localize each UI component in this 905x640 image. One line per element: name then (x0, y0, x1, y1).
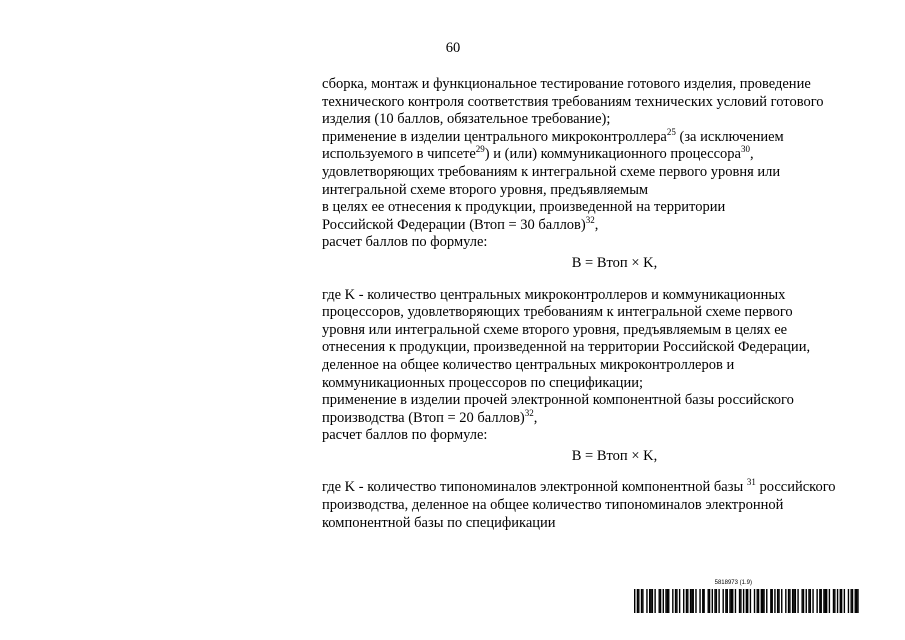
text-segment: производства, деленное на общее количество типономиналов электронной (322, 497, 784, 514)
barcode-bar (708, 589, 709, 613)
barcode-bar (855, 589, 856, 613)
barcode-bar (679, 589, 680, 613)
text-line (322, 164, 867, 182)
barcode-bar (646, 589, 647, 613)
barcode-bar (637, 589, 638, 613)
barcode-bar (857, 589, 858, 613)
barcode-bar (686, 589, 687, 613)
barcode-bar (650, 589, 651, 613)
barcode-bar (709, 589, 710, 613)
barcode-bar (690, 589, 691, 613)
text-line (322, 146, 867, 164)
text-line (322, 214, 867, 235)
barcode-bar (754, 589, 755, 613)
footnote-ref: 32 (524, 407, 534, 418)
barcode-bar (641, 589, 642, 613)
barcode-bar (743, 589, 744, 613)
barcode-bar (837, 589, 838, 613)
barcode-bar (676, 589, 677, 613)
barcode-block (634, 580, 860, 613)
barcode-bar (763, 589, 764, 613)
barcode-bar (812, 589, 813, 613)
text-segment: (за исключением (675, 128, 784, 145)
text-line (322, 94, 867, 112)
barcode-bar (785, 589, 786, 613)
barcode-bar (703, 589, 704, 613)
text-segment: уровня или интегральной схеме второго уровня, предъявляемым в целях ее (322, 321, 788, 338)
barcode-bar (718, 589, 719, 613)
text-segment: удовлетворяющих требованиям к интегральной схеме первого уровня или (322, 163, 781, 180)
barcode-bar (841, 589, 842, 613)
text-line (322, 479, 867, 497)
text-line (322, 357, 867, 375)
barcode-bar (695, 589, 696, 613)
barcode-bar (778, 589, 779, 613)
barcode-bar (727, 589, 728, 613)
text-segment: используемого в чипсете (322, 146, 476, 163)
barcode-bar (731, 589, 732, 613)
text-segment: сборка, монтаж и функциональное тестирование готового изделия, проведение (322, 76, 811, 92)
barcode-bar (823, 589, 824, 613)
barcode-bar (770, 589, 771, 613)
text-segment: Российской Федерации (Втоп = 30 баллов) (322, 216, 586, 233)
text-line (322, 126, 867, 147)
barcode-bar (852, 589, 853, 613)
barcode-bar (810, 589, 811, 613)
barcode-bar (781, 589, 782, 613)
barcode-bar (716, 589, 717, 613)
barcode-bar (758, 589, 759, 613)
barcode-bar (735, 589, 736, 613)
barcode-bar (774, 589, 775, 613)
footnote-ref: 31 (746, 477, 756, 488)
formula: B = Втоп × K, (571, 254, 658, 271)
text-segment: ) и (или) коммуникационного процессора (484, 146, 741, 163)
text-line (322, 304, 867, 322)
barcode-bar (750, 589, 751, 613)
barcode-bar (806, 589, 807, 613)
barcode-bar (844, 589, 845, 613)
text-segment: применение в изделии прочей электронной компонентной базы российского (322, 392, 794, 409)
text-line (322, 234, 867, 252)
barcode-bar (808, 589, 809, 613)
barcode-bar (722, 589, 723, 613)
text-line (322, 392, 867, 410)
barcode-bar (652, 589, 653, 613)
text-segment: процессоров, удовлетворяющих требованиям к интегральной схеме первого (322, 304, 793, 321)
barcode-bar (829, 589, 830, 613)
barcode-bar (672, 589, 673, 613)
text-segment: расчет баллов по формуле: (322, 427, 488, 444)
barcode-bar (668, 589, 669, 613)
text-segment: коммуникационных процессоров по спецификации; (322, 374, 643, 391)
barcode-bar (792, 589, 793, 613)
barcode-bar (826, 589, 827, 613)
barcode-bar (683, 589, 684, 613)
barcode-bar (789, 589, 790, 613)
barcode-bar (665, 589, 666, 613)
text-segment: применение в изделии центрального микроконтроллера (322, 128, 667, 145)
barcode-bar (699, 589, 700, 613)
barcode-bar (702, 589, 703, 613)
barcode-bar (638, 589, 639, 613)
text-segment: в целях ее отнесения к продукции, произведенной на территории (322, 199, 726, 216)
text-line (322, 287, 867, 305)
barcode-bar (634, 589, 635, 613)
barcode-bar (761, 589, 762, 613)
barcode-bar (660, 589, 661, 613)
barcode-bar (825, 589, 826, 613)
text-segment: деленное на общее количество центральных микроконтроллеров и (322, 356, 735, 373)
barcode-bar (746, 589, 747, 613)
barcode-bar (649, 589, 650, 613)
barcode-bar (788, 589, 789, 613)
barcode-bar (850, 589, 851, 613)
paragraph-block-2 (322, 287, 867, 445)
footnote-ref: 25 (666, 126, 676, 137)
text-segment: , (533, 409, 538, 426)
barcode-bar (691, 589, 692, 613)
barcode-bar (732, 589, 733, 613)
text-line (322, 111, 867, 129)
barcode-bar (821, 589, 822, 613)
footnote-ref: 30 (740, 144, 750, 155)
barcode-bar (856, 589, 857, 613)
text-line (322, 427, 867, 445)
barcode-bar (848, 589, 849, 613)
barcode-bar (777, 589, 778, 613)
barcode-bar (772, 589, 773, 613)
barcode-bar (840, 589, 841, 613)
text-segment: российского (755, 479, 836, 496)
barcode-bar (816, 589, 817, 613)
barcode-label: 5818973 (1.9) (714, 580, 752, 586)
text-line (322, 76, 867, 94)
text-segment: где K - количество центральных микроконтроллеров и коммуникационных (322, 286, 786, 303)
text-segment: интегральной схеме второго уровня, предъявляемым (322, 181, 649, 198)
text-segment: технического контроля соответствия требованиям технических условий готового (322, 93, 824, 110)
barcode-bar (729, 589, 730, 613)
text-line (322, 407, 867, 428)
document-body (322, 76, 867, 532)
text-line (322, 339, 867, 357)
barcode-bar (747, 589, 748, 613)
text-line (322, 182, 867, 200)
barcode-bar (712, 589, 713, 613)
formula: B = Втоп × K, (571, 447, 658, 464)
text-line (322, 497, 867, 515)
barcode-bar (654, 589, 655, 613)
text-segment: производства (Втоп = 20 баллов) (322, 409, 525, 426)
barcode-bar (793, 589, 794, 613)
text-line (322, 322, 867, 340)
barcode-bar (687, 589, 688, 613)
barcode-bar (739, 589, 740, 613)
barcode-bar (659, 589, 660, 613)
barcode-bar (675, 589, 676, 613)
text-segment: расчет баллов по формуле: (322, 234, 488, 251)
text-line (322, 515, 867, 533)
page-number: 60 (445, 40, 461, 56)
barcode-bar (667, 589, 668, 613)
barcode-bar (693, 589, 694, 613)
barcode-bar (642, 589, 643, 613)
text-segment: отнесения к продукции, произведенной на территории Российской Федерации, (322, 339, 811, 356)
text-segment: , (749, 146, 754, 163)
barcode-bar (757, 589, 758, 613)
barcode-bar (663, 589, 664, 613)
barcode-bar (834, 589, 835, 613)
barcode-bar (803, 589, 804, 613)
barcode-bar (795, 589, 796, 613)
text-segment: , (594, 216, 599, 233)
barcode-bar (766, 589, 767, 613)
barcode-bar (762, 589, 763, 613)
barcode-image (634, 589, 860, 613)
barcode-bar (801, 589, 802, 613)
text-segment: изделия (10 баллов, обязательное требование); (322, 111, 611, 128)
barcode-bar (797, 589, 798, 613)
barcode-bar (819, 589, 820, 613)
barcode-bar (714, 589, 715, 613)
barcode-bar (740, 589, 741, 613)
footnote-ref: 29 (475, 144, 485, 155)
paragraph-block-1 (322, 76, 867, 252)
text-segment: где K - количество типономиналов электронной компонентной базы (322, 479, 747, 496)
text-line (322, 375, 867, 393)
paragraph-block-3 (322, 479, 867, 532)
barcode-bar (833, 589, 834, 613)
text-segment: компонентной базы по спецификации (322, 514, 556, 531)
footnote-ref: 32 (585, 214, 595, 225)
barcode-bar (725, 589, 726, 613)
